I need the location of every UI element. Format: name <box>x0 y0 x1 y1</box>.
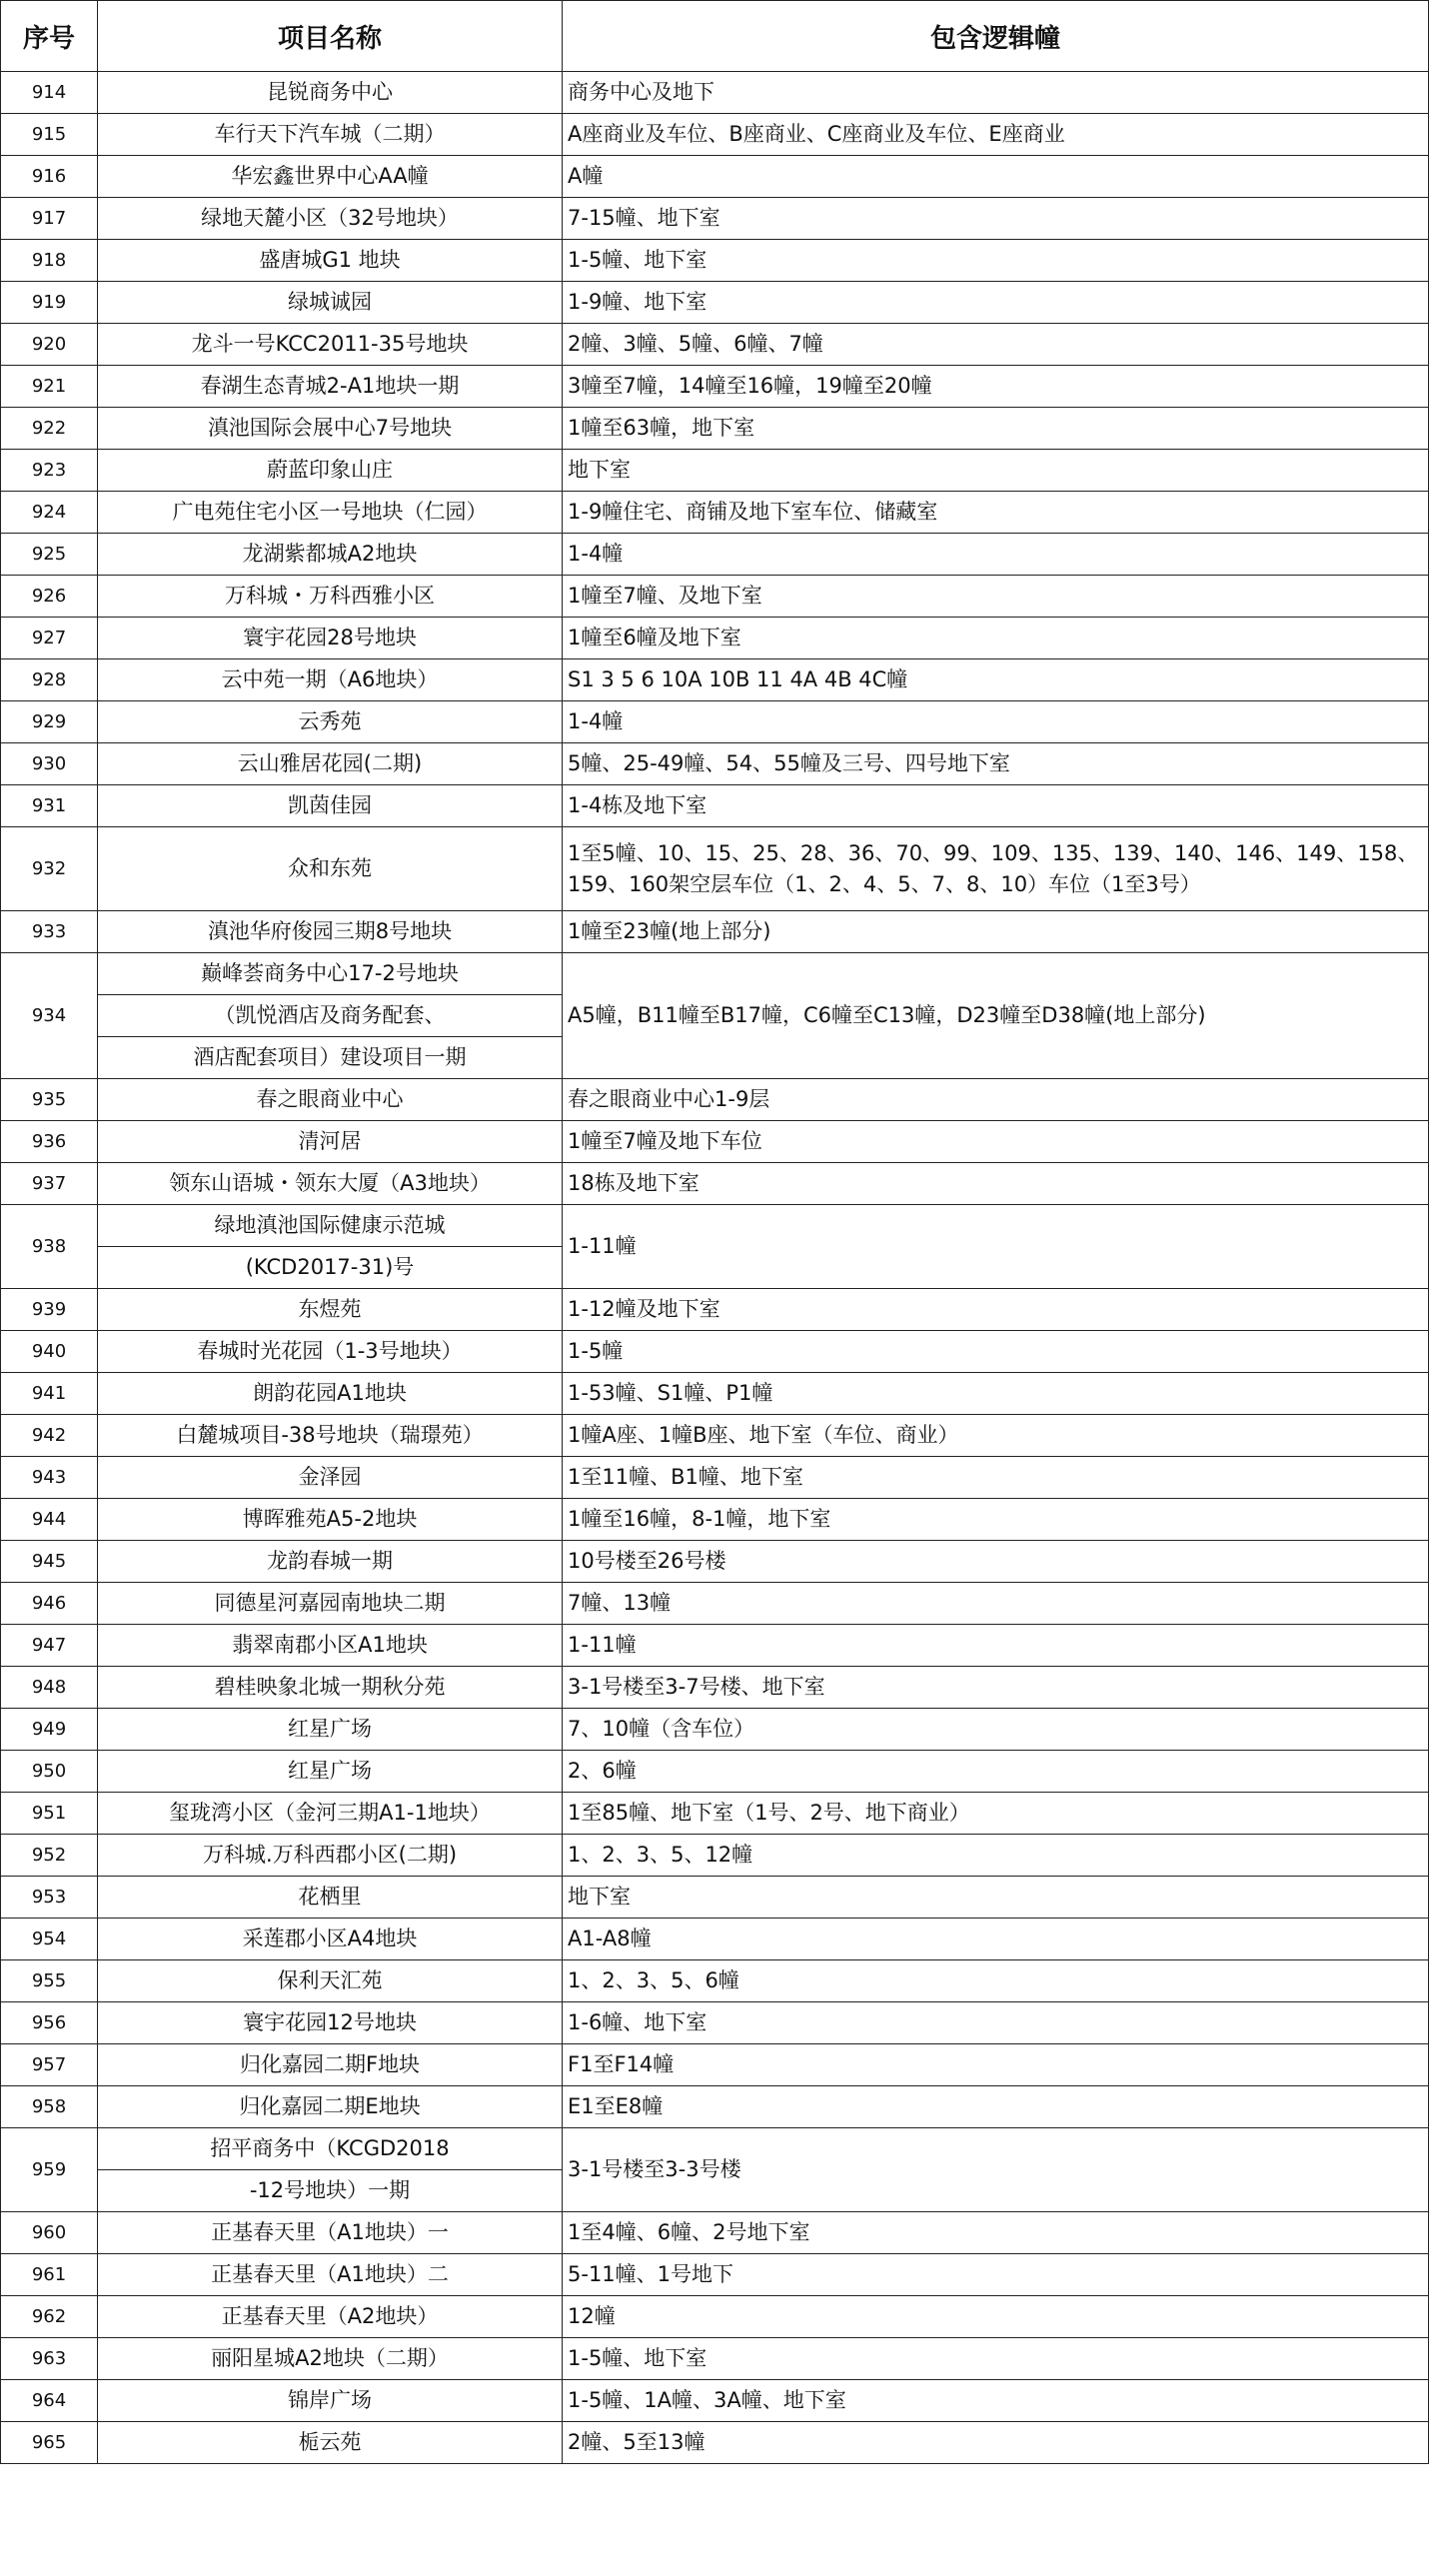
row-buildings: 3-1号楼至3-7号楼、地下室 <box>563 1667 1429 1709</box>
row-project-name: 广电苑住宅小区一号地块（仁园） <box>98 492 563 534</box>
table-row <box>1 1919 1429 1960</box>
row-project-name: 昆锐商务中心 <box>98 72 563 114</box>
row-project-name: 玺珑湾小区（金河三期A1-1地块） <box>98 1793 563 1835</box>
row-buildings: 1至4幢、6幢、2号地下室 <box>563 2212 1429 2254</box>
table-row <box>1 701 1429 743</box>
table-row <box>1 1667 1429 1709</box>
table-row <box>1 2002 1429 2044</box>
row-buildings: 1-4栋及地下室 <box>563 785 1429 827</box>
row-buildings: A座商业及车位、B座商业、C座商业及车位、E座商业 <box>563 114 1429 156</box>
row-project-name: 龙韵春城一期 <box>98 1541 563 1583</box>
row-project-name: 车行天下汽车城（二期） <box>98 114 563 156</box>
row-serial: 948 <box>1 1667 98 1709</box>
row-serial: 945 <box>1 1541 98 1583</box>
row-serial: 915 <box>1 114 98 156</box>
row-buildings: 地下室 <box>563 450 1429 492</box>
table-row <box>1 2086 1429 2128</box>
row-serial: 914 <box>1 72 98 114</box>
row-project-name-line: (KCD2017-31)号 <box>98 1247 563 1289</box>
header-buildings: 包含逻辑幢 <box>563 1 1429 72</box>
row-buildings: 18栋及地下室 <box>563 1163 1429 1205</box>
row-project-name: 白麓城项目-38号地块（瑞璟苑） <box>98 1415 563 1457</box>
table-row <box>1 240 1429 282</box>
table-row <box>1 156 1429 198</box>
row-project-name: 云秀苑 <box>98 701 563 743</box>
row-project-name: 众和东苑 <box>98 827 563 911</box>
row-project-name: 滇池国际会展中心7号地块 <box>98 408 563 450</box>
row-buildings: A5幢，B11幢至B17幢，C6幢至C13幢，D23幢至D38幢(地上部分) <box>563 953 1429 1079</box>
row-project-name-line: 绿地滇池国际健康示范城 <box>98 1205 563 1247</box>
row-project-name: 红星广场 <box>98 1709 563 1751</box>
row-serial: 957 <box>1 2044 98 2086</box>
row-buildings: 1、2、3、5、6幢 <box>563 1960 1429 2002</box>
row-buildings: 1-5幢、地下室 <box>563 2338 1429 2380</box>
row-buildings: F1至F14幢 <box>563 2044 1429 2086</box>
row-buildings: 1幢至16幢，8-1幢，地下室 <box>563 1499 1429 1541</box>
row-serial: 923 <box>1 450 98 492</box>
row-buildings: 7、10幢（含车位） <box>563 1709 1429 1751</box>
row-serial: 927 <box>1 618 98 659</box>
row-buildings: 1-53幢、S1幢、P1幢 <box>563 1373 1429 1415</box>
row-buildings: 3幢至7幢，14幢至16幢，19幢至20幢 <box>563 366 1429 408</box>
row-serial: 944 <box>1 1499 98 1541</box>
table-row <box>1 1121 1429 1163</box>
table-row <box>1 2422 1429 2464</box>
table-row <box>1 743 1429 785</box>
table-body <box>1 72 1429 2464</box>
row-buildings: S1 3 5 6 10A 10B 11 4A 4B 4C幢 <box>563 659 1429 701</box>
row-project-name: 绿城诚园 <box>98 282 563 324</box>
row-buildings: 2、6幢 <box>563 1751 1429 1793</box>
row-serial: 918 <box>1 240 98 282</box>
row-buildings: 1幢至63幢，地下室 <box>563 408 1429 450</box>
table-row <box>1 1751 1429 1793</box>
row-project-name: 龙斗一号KCC2011-35号地块 <box>98 324 563 366</box>
row-project-name: 丽阳星城A2地块（二期） <box>98 2338 563 2380</box>
table-row <box>1 2380 1429 2422</box>
row-serial: 937 <box>1 1163 98 1205</box>
table-row <box>1 1415 1429 1457</box>
table-row <box>1 2254 1429 2296</box>
table-row <box>1 1583 1429 1625</box>
row-buildings: 12幢 <box>563 2296 1429 2338</box>
table-row <box>1 198 1429 240</box>
header-row <box>1 1 1429 72</box>
row-project-name: 采莲郡小区A4地块 <box>98 1919 563 1960</box>
table-row <box>1 1373 1429 1415</box>
row-project-name: 春湖生态青城2-A1地块一期 <box>98 366 563 408</box>
row-project-name-line: 巅峰荟商务中心17-2号地块 <box>98 953 563 995</box>
table-row <box>1 366 1429 408</box>
row-project-name: 寰宇花园12号地块 <box>98 2002 563 2044</box>
row-project-name: 翡翠南郡小区A1地块 <box>98 1625 563 1667</box>
table-row <box>1 1079 1429 1121</box>
table-row <box>1 534 1429 576</box>
row-project-name: 寰宇花园28号地块 <box>98 618 563 659</box>
row-serial: 930 <box>1 743 98 785</box>
row-serial: 956 <box>1 2002 98 2044</box>
row-serial: 921 <box>1 366 98 408</box>
row-serial: 960 <box>1 2212 98 2254</box>
row-project-name: 东煜苑 <box>98 1289 563 1331</box>
row-buildings: 1-4幢 <box>563 701 1429 743</box>
row-buildings: 1幢至7幢、及地下室 <box>563 576 1429 618</box>
table-row <box>1 1289 1429 1331</box>
table-row <box>1 1541 1429 1583</box>
row-serial: 934 <box>1 953 98 1079</box>
row-serial: 929 <box>1 701 98 743</box>
table-row <box>1 659 1429 701</box>
row-project-name: 华宏鑫世界中心AA幢 <box>98 156 563 198</box>
row-serial: 963 <box>1 2338 98 2380</box>
row-project-name: 龙湖紫都城A2地块 <box>98 534 563 576</box>
row-project-name: 锦岸广场 <box>98 2380 563 2422</box>
row-project-name: 万科城・万科西雅小区 <box>98 576 563 618</box>
row-buildings: 1-11幢 <box>563 1625 1429 1667</box>
table-row <box>1 2212 1429 2254</box>
table-row <box>1 785 1429 827</box>
table-row <box>1 114 1429 156</box>
row-serial: 932 <box>1 827 98 911</box>
row-project-name: 朗韵花园A1地块 <box>98 1373 563 1415</box>
row-serial: 925 <box>1 534 98 576</box>
row-serial: 919 <box>1 282 98 324</box>
table-row <box>1 1793 1429 1835</box>
row-project-name: 正基春天里（A2地块） <box>98 2296 563 2338</box>
row-buildings: 1-9幢住宅、商铺及地下室车位、储藏室 <box>563 492 1429 534</box>
row-serial: 938 <box>1 1205 98 1289</box>
row-project-name: 清河居 <box>98 1121 563 1163</box>
row-serial: 951 <box>1 1793 98 1835</box>
row-project-name: 保利天汇苑 <box>98 1960 563 2002</box>
table-row <box>1 576 1429 618</box>
row-buildings: 1至5幢、10、15、25、28、36、70、99、109、135、139、140、146、149、158、159、160架空层车位（1、2、4、5、7、8、10）车位（1至3号） <box>563 827 1429 911</box>
row-buildings: 1幢至23幢(地上部分) <box>563 911 1429 953</box>
table-row <box>1 2338 1429 2380</box>
row-project-name: 红星广场 <box>98 1751 563 1793</box>
row-project-name: 归化嘉园二期F地块 <box>98 2044 563 2086</box>
row-project-name: 春城时光花园（1-3号地块） <box>98 1331 563 1373</box>
table-row <box>1 911 1429 953</box>
table-row <box>1 2296 1429 2338</box>
row-project-name-line: 招平商务中（KCGD2018 <box>98 2128 563 2170</box>
row-buildings: 2幢、5至13幢 <box>563 2422 1429 2464</box>
row-serial: 928 <box>1 659 98 701</box>
row-serial: 958 <box>1 2086 98 2128</box>
row-serial: 941 <box>1 1373 98 1415</box>
row-serial: 947 <box>1 1625 98 1667</box>
row-serial: 954 <box>1 1919 98 1960</box>
row-serial: 943 <box>1 1457 98 1499</box>
table-row <box>1 2128 1429 2170</box>
row-serial: 965 <box>1 2422 98 2464</box>
table-row <box>1 1625 1429 1667</box>
table-row <box>1 324 1429 366</box>
table-row <box>1 1960 1429 2002</box>
row-project-name: 云中苑一期（A6地块） <box>98 659 563 701</box>
row-serial: 922 <box>1 408 98 450</box>
row-serial: 961 <box>1 2254 98 2296</box>
row-project-name: 正基春天里（A1地块）一 <box>98 2212 563 2254</box>
row-project-name: 绿地天麓小区（32号地块） <box>98 198 563 240</box>
row-buildings: 1-6幢、地下室 <box>563 2002 1429 2044</box>
header-project-name: 项目名称 <box>98 1 563 72</box>
table-row <box>1 1205 1429 1247</box>
row-buildings: 1幢A座、1幢B座、地下室（车位、商业） <box>563 1415 1429 1457</box>
table-row <box>1 2044 1429 2086</box>
row-buildings: 地下室 <box>563 1877 1429 1919</box>
row-buildings: 10号楼至26号楼 <box>563 1541 1429 1583</box>
row-serial: 949 <box>1 1709 98 1751</box>
row-serial: 931 <box>1 785 98 827</box>
row-buildings: A1-A8幢 <box>563 1919 1429 1960</box>
row-serial: 916 <box>1 156 98 198</box>
table-row <box>1 618 1429 659</box>
row-serial: 924 <box>1 492 98 534</box>
table-row <box>1 1709 1429 1751</box>
row-project-name: 归化嘉园二期E地块 <box>98 2086 563 2128</box>
row-project-name: 金泽园 <box>98 1457 563 1499</box>
table-row <box>1 282 1429 324</box>
row-project-name: 盛唐城G1 地块 <box>98 240 563 282</box>
row-serial: 936 <box>1 1121 98 1163</box>
row-buildings: 7幢、13幢 <box>563 1583 1429 1625</box>
row-buildings: 1-9幢、地下室 <box>563 282 1429 324</box>
row-buildings: 1至11幢、B1幢、地下室 <box>563 1457 1429 1499</box>
row-buildings: 1幢至7幢及地下车位 <box>563 1121 1429 1163</box>
row-project-name-line: （凯悦酒店及商务配套、 <box>98 995 563 1037</box>
row-serial: 920 <box>1 324 98 366</box>
row-serial: 917 <box>1 198 98 240</box>
row-buildings: 春之眼商业中心1-9层 <box>563 1079 1429 1121</box>
row-serial: 939 <box>1 1289 98 1331</box>
row-serial: 962 <box>1 2296 98 2338</box>
table-row <box>1 1163 1429 1205</box>
row-serial: 950 <box>1 1751 98 1793</box>
row-buildings: 3-1号楼至3-3号楼 <box>563 2128 1429 2212</box>
row-buildings: 1、2、3、5、12幢 <box>563 1835 1429 1877</box>
row-project-name: 领东山语城・领东大厦（A3地块） <box>98 1163 563 1205</box>
table-row <box>1 1835 1429 1877</box>
row-serial: 959 <box>1 2128 98 2212</box>
row-project-name: 滇池华府俊园三期8号地块 <box>98 911 563 953</box>
row-buildings: 2幢、3幢、5幢、6幢、7幢 <box>563 324 1429 366</box>
row-project-name: 花栖里 <box>98 1877 563 1919</box>
table-row <box>1 827 1429 911</box>
row-project-name: 同德星河嘉园南地块二期 <box>98 1583 563 1625</box>
row-project-name: 正基春天里（A1地块）二 <box>98 2254 563 2296</box>
row-buildings: 1-5幢 <box>563 1331 1429 1373</box>
row-serial: 933 <box>1 911 98 953</box>
row-buildings: 5幢、25-49幢、54、55幢及三号、四号地下室 <box>563 743 1429 785</box>
row-serial: 926 <box>1 576 98 618</box>
row-project-name: 春之眼商业中心 <box>98 1079 563 1121</box>
row-project-name: 云山雅居花园(二期) <box>98 743 563 785</box>
row-buildings: 1-4幢 <box>563 534 1429 576</box>
row-serial: 952 <box>1 1835 98 1877</box>
row-buildings: 商务中心及地下 <box>563 72 1429 114</box>
row-project-name: 博晖雅苑A5-2地块 <box>98 1499 563 1541</box>
row-project-name: 凯茵佳园 <box>98 785 563 827</box>
table-row <box>1 72 1429 114</box>
table-row <box>1 1331 1429 1373</box>
row-serial: 942 <box>1 1415 98 1457</box>
row-buildings: 7-15幢、地下室 <box>563 198 1429 240</box>
row-buildings: 1-5幢、地下室 <box>563 240 1429 282</box>
row-project-name-line: 酒店配套项目）建设项目一期 <box>98 1037 563 1079</box>
row-buildings: 5-11幢、1号地下 <box>563 2254 1429 2296</box>
row-buildings: 1-12幢及地下室 <box>563 1289 1429 1331</box>
table-row <box>1 1877 1429 1919</box>
row-project-name: 万科城.万科西郡小区(二期) <box>98 1835 563 1877</box>
row-buildings: A幢 <box>563 156 1429 198</box>
table-row <box>1 1499 1429 1541</box>
table-row <box>1 408 1429 450</box>
row-buildings: 1幢至6幢及地下室 <box>563 618 1429 659</box>
row-project-name-line: -12号地块）一期 <box>98 2170 563 2212</box>
row-serial: 940 <box>1 1331 98 1373</box>
table-row <box>1 1457 1429 1499</box>
row-serial: 946 <box>1 1583 98 1625</box>
row-project-name: 碧桂映象北城一期秋分苑 <box>98 1667 563 1709</box>
row-serial: 964 <box>1 2380 98 2422</box>
row-serial: 935 <box>1 1079 98 1121</box>
row-buildings: 1至85幢、地下室（1号、2号、地下商业） <box>563 1793 1429 1835</box>
table-row <box>1 450 1429 492</box>
row-serial: 955 <box>1 1960 98 2002</box>
table-row <box>1 953 1429 995</box>
row-buildings: E1至E8幢 <box>563 2086 1429 2128</box>
row-buildings: 1-11幢 <box>563 1205 1429 1289</box>
table-row <box>1 492 1429 534</box>
row-project-name: 栀云苑 <box>98 2422 563 2464</box>
header-serial: 序号 <box>1 1 98 72</box>
row-serial: 953 <box>1 1877 98 1919</box>
row-buildings: 1-5幢、1A幢、3A幢、地下室 <box>563 2380 1429 2422</box>
row-project-name: 蔚蓝印象山庄 <box>98 450 563 492</box>
